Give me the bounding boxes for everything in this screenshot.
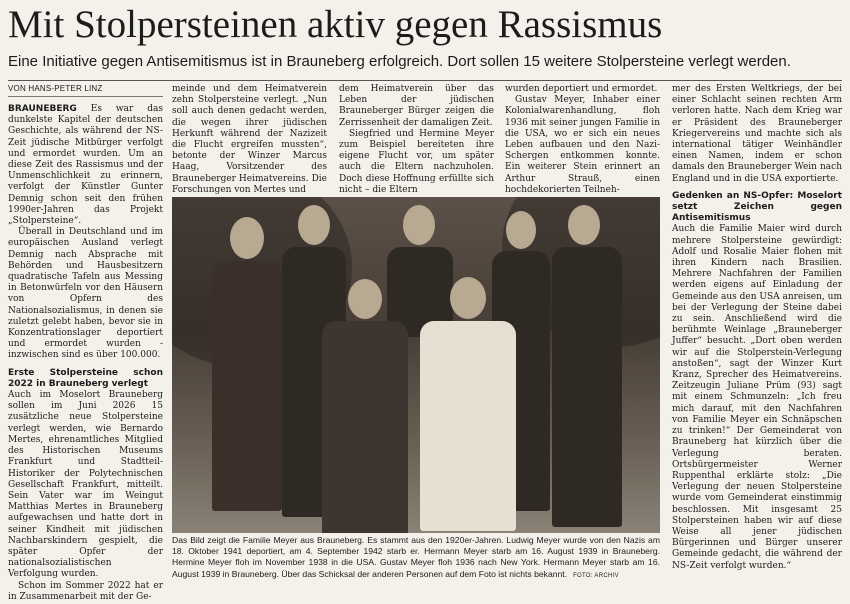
photo-caption (172, 535, 660, 582)
family-photo (172, 197, 660, 533)
subheadline: Eine Initiative gegen Antisemitismus ist in Brauneberg erfolgreich. Dort sollen 15 weitere Stolpersteine verlegt werden. (8, 53, 791, 70)
paragraph: Auch im Moselort Brauneberg sollen im Juni 2026 15 zusätzliche neue Stolpersteine verlegt werden, wie Bernardo Mertes, ehrenamtliches Mitglied des Historischen Museums Frankfurt und Stadtteil-Historiker der Polytechnischen Gesellschaft Frankfurt, mitteilt. Sein Vater war im Weingut Matthias Mertes in Brauneberg aufgewachsen und hatte dort in seiner Kindheit mit jüdischen Nachbarskindern gespielt, die später Opfer der nationalsozialistischen Verfolgung wurden. (8, 390, 163, 580)
paragraph: Gustav Meyer, Inhaber einer Kolonialwarenhandlung, floh 1936 mit seiner jungen Familie in die USA, wo er sich ein neues Leben aufbauen und den Nazi-Schergen entkommen konnte. Ein weiterer Stein erinnert an Arthur Strauß, einen hochdekorierten Teilneh- (505, 95, 660, 195)
dateline: BRAUNEBERG (8, 104, 77, 114)
paragraph: Überall in Deutschland und im europäischen Ausland verlegt Demnig nach Absprache mit Behörden und Hausbesitzern quadratische Tafeln aus Messing in Betonwürfeln vor den Häusern von Opfern des Nationalsozialismus, in denen sie zuletzt gelebt haben, bevor sie in Konzentrationslager deportiert und ermordet wurden - inzwischen sind es über 100.000. (8, 227, 163, 361)
paragraph: mer des Ersten Weltkriegs, der bei einer Schlacht seinen rechten Arm verloren hatte. Nach dem Krieg war er Präsident des Brauneberger Kriegervereins und machte sich als international tätiger Weinhändler einen Namen, indem er schon damals den Brauneberger Wein nach England und in die USA exportierte. (672, 84, 842, 184)
article-column-2 (172, 84, 327, 196)
photo-credit: FOTO: ARCHIV (573, 572, 619, 579)
article-column-1 (8, 104, 163, 603)
byline-rule (8, 96, 163, 97)
paragraph: Auch die Familie Maier wird durch mehrere Stolpersteine gewürdigt: Adolf und Rosalie Maier flohen mit ihren Kindern nach Brasilien. Mehrere Nachfahren der Familien werden eigens auf Einladung der Gemeinde aus den USA anreisen, um bei der Verlegung der Steine dabei zu sein. Anschließend wird die berühmte Weinlage „Brauneberger Juffer“ besucht. „Dort oben werden wir auf die Stolperstein-Verlegung anstoßen“, sagt der Winzer Kurt Kranz, Sprecher des Heimatvereins. Zeitzeugin Juliane Prüm (93) sagt mit einem Schmunzeln: „Ich freu mich darauf, mit den Nachfahren von Familie Meyer ein Schnäpschen zu trinken!“ Der Gemeinderat von Brauneberg hat kürzlich über die Verlegung beraten. Ortsbürgermeister Werner Ruppenthal erklärte stolz: „Die Verlegung der neuen Stolpersteine wurde vom Gemeinderat einstimmig beschlossen. Mit insgesamt 25 Stolpersteinen haben wir auf diese Weise all jener jüdischen Bürgerinnen und Bürger unserer Gemeinde gedacht, die während der NS-Zeit verfolgt wurden.“ (672, 224, 842, 571)
article-column-5 (672, 84, 842, 572)
subheading: Gedenken an NS-Opfer: Moselort setzt Zeichen gegen Antisemitismus (672, 190, 842, 224)
subheading: Erste Stolpersteine schon 2022 in Brauneberg verlegt (8, 367, 163, 389)
paragraph: Es war das dunkelste Kapitel der deutschen Geschichte, als während der NS-Zeit jüdische Mitbürger verfolgt und ermordet wurden. Um an diese Zeit des Rassismus und der Unmenschlichkeit zu erinnern, verfolgt der Künstler Gunter Demnig schon seit den frühen 1990er-Jahren das Projekt „Stolpersteine“. (8, 104, 163, 227)
paragraph: Schon im Sommer 2022 hat er in Zusammenarbeit mit der Ge- (8, 580, 163, 602)
paragraph: dem Heimatverein über das Leben der jüdischen Brauneberger Bürger zeigen die Zerrissenheit der damaligen Zeit. (339, 84, 494, 128)
headline: Mit Stolpersteinen aktiv gegen Rassismus (8, 3, 663, 46)
caption-text: Das Bild zeigt die Familie Meyer aus Brauneberg. Es stammt aus den 1920er-Jahren. Ludwig Meyer wurde von den Nazis am 18. Oktober 1941 deportiert, am 4. September 1942 starb er. Hermann Meyer starb am 16. August 1939 in Brauneberg. Hermine Meyer floh im November 1938 in die USA. Gustav Meyer floh 1936 nach New York. Hermann Meyer starb am 16. August 1939 in Brauneberg. Über das Schicksal der anderen Personen auf dem Foto ist nichts bekannt. (172, 535, 660, 579)
article-column-4 (505, 84, 660, 196)
paragraph: Siegfried und Hermine Meyer zum Beispiel bereiteten ihre eigene Flucht vor, um später auch die Eltern nachzuholen. Doch diese Hoffnung erfüllte sich nicht – die Eltern (339, 128, 494, 195)
article-column-3 (339, 84, 494, 196)
byline: VON HANS-PETER LINZ (8, 84, 103, 93)
paragraph: wurden deportiert und ermordet. (505, 84, 658, 94)
header-rule (8, 80, 842, 81)
paragraph: meinde und dem Heimatverein zehn Stolpersteine verlegt. „Nun soll auch denen gedacht werden, die wegen ihrer jüdischen Herkunft während der Nazizeit die Flucht ergreifen mussten“, betonte der Winzer Marcus Haag, Vorsitzender des Brauneberger Heimatvereins. Die Forschungen von Mertes und (172, 84, 327, 195)
